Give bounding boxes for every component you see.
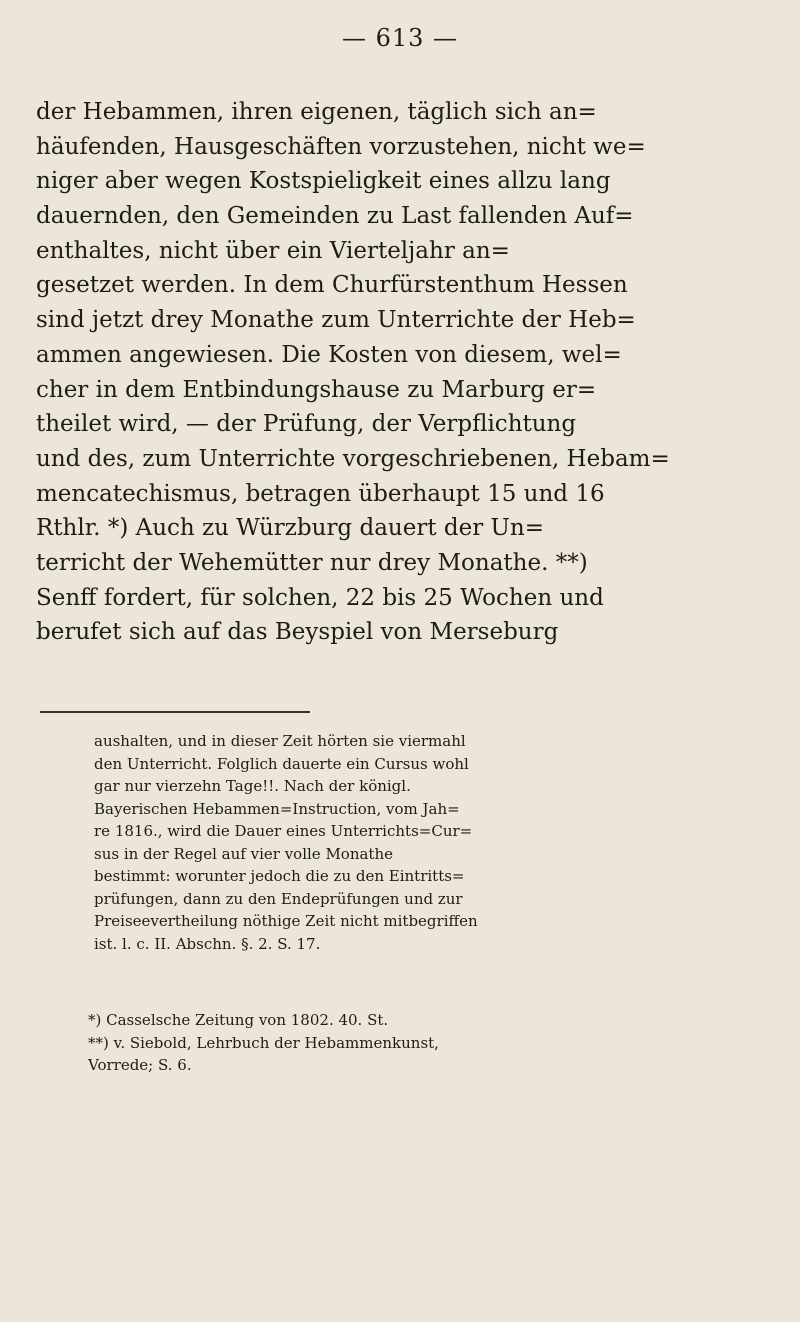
text-line: Senff fordert, für solchen, 22 bis 25 Wochen und [36,584,604,611]
note-line: Preiseevertheilung nöthige Zeit nicht mitbegriffen [94,912,478,930]
text-line: cher in dem Entbindungshause zu Marburg er= [36,376,597,403]
note-line: Bayerischen Hebammen=Instruction, vom Jah= [94,799,460,818]
footnote-divider [40,711,310,713]
text-line: ammen angewiesen. Die Kosten von diesem, wel= [36,341,622,368]
note-line: gar nur vierzehn Tage!!. Nach der königl. [94,777,411,795]
note-line: bestimmt: worunter jedoch die zu den Eintritts= [94,867,465,885]
note-line: ist. l. c. II. Abschn. §. 2. S. 17. [94,934,321,953]
text-line: der Hebammen, ihren eigenen, täglich sich an= [36,99,597,125]
note-line: re 1816., wird die Dauer eines Unterrichts=Cur= [94,822,473,840]
footnote: **) v. Siebold, Lehrbuch der Hebammenkunst, [88,1033,439,1052]
text-line: terricht der Wehemütter nur drey Monathe. **) [36,549,588,576]
text-line: berufet sich auf das Beyspiel von Merseburg [36,619,559,646]
main-text [36,95,776,650]
note-line: sus in der Regel auf vier volle Monathe [94,844,393,863]
footnote: Vorrede; S. 6. [88,1056,192,1074]
page-number: — 613 — [341,24,459,52]
text-line: häufenden, Hausgeschäften vorzustehen, nicht we= [36,133,646,160]
text-line: niger aber wegen Kostspieligkeit eines allzu lang [36,168,611,195]
text-line: mencatechismus, betragen überhaupt 15 und 16 [36,480,605,507]
note-line: aushalten, und in dieser Zeit hörten sie viermahl [94,732,466,750]
text-line: sind jetzt drey Monathe zum Unterrichte der Heb= [36,307,636,334]
text-line: und des, zum Unterrichte vorgeschriebenen, Hebam= [36,445,670,472]
footnote-continuation [94,730,784,955]
text-line: dauernden, den Gemeinden zu Last fallenden Auf= [36,203,634,230]
note-line: prüfungen, dann zu den Endeprüfungen und zur [94,889,463,908]
text-line: enthaltes, nicht über ein Vierteljahr an= [36,237,510,264]
text-line: theilet wird, — der Prüfung, der Verpflichtung [36,411,577,438]
text-line: gesetzet werden. In dem Churfürstenthum Hessen [36,272,628,299]
note-line: den Unterricht. Folglich dauerte ein Cursus wohl [94,754,469,773]
footnote: *) Casselsche Zeitung von 1802. 40. St. [88,1011,389,1029]
text-line: Rthlr. *) Auch zu Würzburg dauert der Un= [36,515,544,542]
footnotes [88,1009,778,1077]
